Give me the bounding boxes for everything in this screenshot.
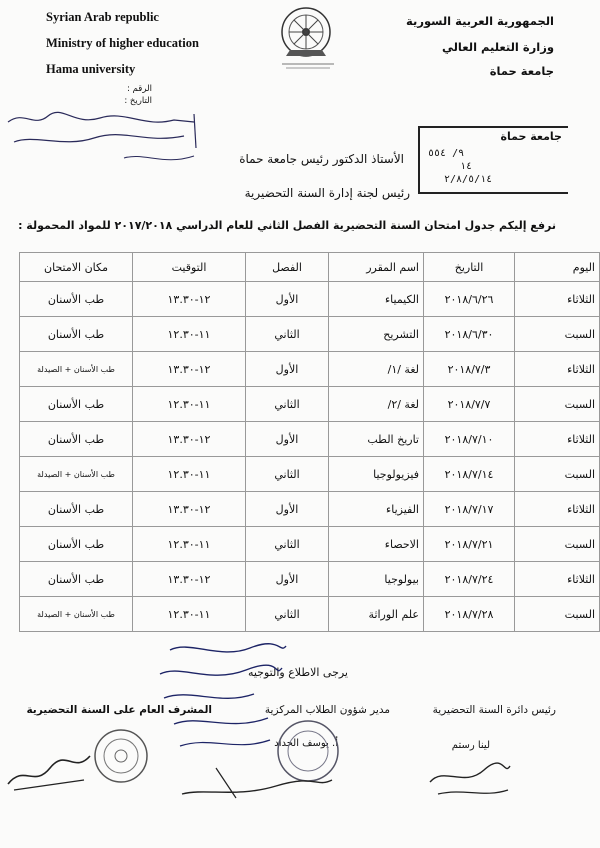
- header-ar-university: جامعة حماة: [489, 64, 554, 78]
- table-row: [20, 562, 600, 597]
- cell-course: الكيمياء: [329, 282, 424, 317]
- cell-time: ١١-١٢.٣٠: [133, 527, 246, 562]
- exam-schedule-table: [19, 252, 600, 632]
- cell-semester: الثاني: [246, 597, 329, 632]
- header-ar-ministry: وزارة التعليم العالي: [441, 40, 554, 54]
- cell-semester: الثاني: [246, 527, 329, 562]
- cell-place: طب الأسنان: [20, 317, 133, 352]
- stamp-code: ١٤: [460, 161, 473, 172]
- table-row: [20, 352, 600, 387]
- cell-day: الثلاثاء: [515, 282, 600, 317]
- cell-day: السبت: [515, 387, 600, 422]
- sig-mid-title: مدير شؤون الطلاب المركزية: [264, 704, 390, 716]
- table-row: [20, 282, 600, 317]
- cell-day: الثلاثاء: [515, 492, 600, 527]
- cell-date: ٢٠١٨/٦/٢٦: [424, 282, 515, 317]
- cell-course: فيزيولوجيا: [329, 457, 424, 492]
- header-en-country: Syrian Arab republic: [46, 10, 159, 24]
- cell-date: ٢٠١٨/٧/٢٤: [424, 562, 515, 597]
- cell-day: السبت: [515, 457, 600, 492]
- table-row: [20, 457, 600, 492]
- cell-place: طب الأسنان + الصيدلة: [20, 597, 133, 632]
- cell-semester: الأول: [246, 492, 329, 527]
- table-row: [20, 527, 600, 562]
- header-course: اسم المقرر: [329, 253, 424, 282]
- header-semester: الفصل: [246, 253, 329, 282]
- letter-recipient: الأستاذ الدكتور رئيس جامعة حماة: [239, 152, 404, 166]
- table-row: [20, 492, 600, 527]
- cell-date: ٢٠١٨/٧/٢٨: [424, 597, 515, 632]
- header-ar-country: الجمهورية العربية السورية: [406, 14, 554, 28]
- cell-course: علم الوراثة: [329, 597, 424, 632]
- header-place: مكان الامتحان: [20, 253, 133, 282]
- cell-date: ٢٠١٨/٧/٣: [424, 352, 515, 387]
- cell-semester: الثاني: [246, 387, 329, 422]
- cell-date: ٢٠١٨/٧/٧: [424, 387, 515, 422]
- cell-place: طب الأسنان + الصيدلة: [20, 457, 133, 492]
- sig-right-title: رئيس دائرة السنة التحضيرية: [432, 704, 556, 716]
- cell-place: طب الأسنان: [20, 527, 133, 562]
- letter-intro: نرفع إليكم جدول امتحان السنة التحضيرية الفصل الثاني للعام الدراسي ٢٠١٧/٢٠١٨ للمواد المحمولة :: [18, 219, 556, 232]
- signature-right: [424, 752, 514, 806]
- cell-day: السبت: [515, 597, 600, 632]
- header-time: التوقيت: [133, 253, 246, 282]
- cell-course: لغة /١/: [329, 352, 424, 387]
- stamp-number: ٩/ ٥٥٤: [428, 148, 465, 159]
- signature-mid: [176, 758, 336, 812]
- cell-place: طب الأسنان: [20, 387, 133, 422]
- cell-semester: الثاني: [246, 317, 329, 352]
- cell-semester: الأول: [246, 422, 329, 457]
- cell-day: السبت: [515, 317, 600, 352]
- table-row: [20, 387, 600, 422]
- cell-semester: الأول: [246, 352, 329, 387]
- cell-date: ٢٠١٨/٦/٣٠: [424, 317, 515, 352]
- cell-course: التشريح: [329, 317, 424, 352]
- cell-date: ٢٠١٨/٧/١٤: [424, 457, 515, 492]
- cell-place: طب الأسنان: [20, 422, 133, 457]
- cell-place: طب الأسنان + الصيدلة: [20, 352, 133, 387]
- cell-course: الفيزياء: [329, 492, 424, 527]
- header-day: اليوم: [515, 253, 600, 282]
- cell-day: الثلاثاء: [515, 562, 600, 597]
- header-date: التاريخ: [424, 253, 515, 282]
- cell-day: الثلاثاء: [515, 422, 600, 457]
- sig-mid-name: أ. يوسف الحداد: [274, 738, 338, 749]
- table-header-row: [20, 253, 600, 282]
- cell-course: تاريخ الطب: [329, 422, 424, 457]
- cell-semester: الثاني: [246, 457, 329, 492]
- cell-date: ٢٠١٨/٧/١٧: [424, 492, 515, 527]
- date-label: التاريخ :: [124, 96, 152, 106]
- official-stamp-left: [86, 726, 156, 790]
- cell-date: ٢٠١٨/٧/٢١: [424, 527, 515, 562]
- cell-time: ١٢-١٣.٣٠: [133, 282, 246, 317]
- cell-time: ١٢-١٣.٣٠: [133, 352, 246, 387]
- cell-day: السبت: [515, 527, 600, 562]
- ref-label: الرقم :: [127, 84, 152, 94]
- cell-course: الاحصاء: [329, 527, 424, 562]
- cell-semester: الأول: [246, 562, 329, 597]
- cell-course: لغة /٢/: [329, 387, 424, 422]
- cell-time: ١٢-١٣.٣٠: [133, 562, 246, 597]
- incoming-stamp: [418, 126, 568, 194]
- cell-place: طب الأسنان: [20, 282, 133, 317]
- table-row: [20, 597, 600, 632]
- header-en-ministry: Ministry of higher education: [46, 36, 199, 50]
- cell-time: ١٢-١٣.٣٠: [133, 492, 246, 527]
- cell-time: ١٢-١٣.٣٠: [133, 422, 246, 457]
- sig-right-name: لينا رستم: [451, 740, 490, 751]
- cell-time: ١١-١٢.٣٠: [133, 317, 246, 352]
- signature-left: [4, 744, 94, 798]
- cell-place: طب الأسنان: [20, 492, 133, 527]
- header-en-university: Hama university: [46, 62, 136, 76]
- cell-semester: الأول: [246, 282, 329, 317]
- cell-time: ١١-١٢.٣٠: [133, 457, 246, 492]
- handwritten-annotation-top: [4, 108, 204, 182]
- footer-request: يرجى الاطلاع والتوجيه: [247, 666, 348, 679]
- cell-place: طب الأسنان: [20, 562, 133, 597]
- university-logo: [276, 2, 340, 72]
- cell-time: ١١-١٢.٣٠: [133, 387, 246, 422]
- stamp-title: جامعة حماة: [500, 130, 562, 143]
- letter-sender: رئيس لجنة إدارة السنة التحضيرية: [244, 186, 410, 200]
- cell-time: ١١-١٢.٣٠: [133, 597, 246, 632]
- stamp-date: ٢/٨/٥/١٤: [444, 174, 493, 185]
- cell-course: بيولوجيا: [329, 562, 424, 597]
- sig-left-title: المشرف العام على السنة التحضيرية: [26, 704, 212, 716]
- table-row: [20, 422, 600, 457]
- cell-day: الثلاثاء: [515, 352, 600, 387]
- table-row: [20, 317, 600, 352]
- cell-date: ٢٠١٨/٧/١٠: [424, 422, 515, 457]
